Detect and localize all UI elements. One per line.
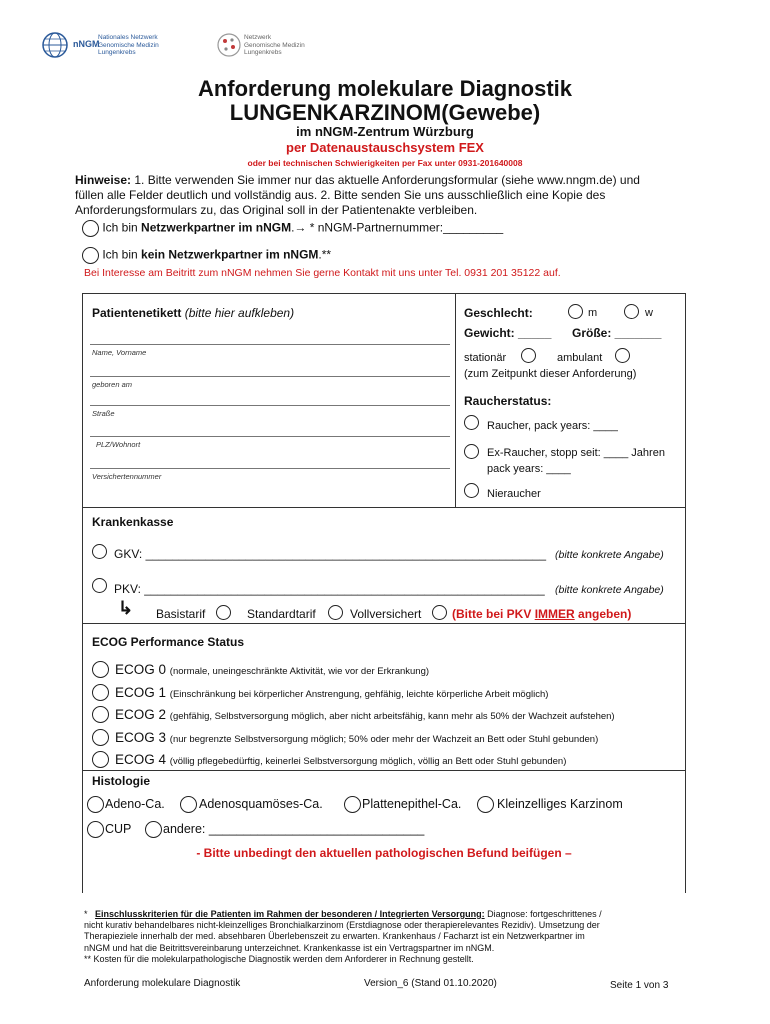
smoker-title: Raucherstatus: [464, 394, 552, 408]
field-line[interactable] [90, 436, 450, 437]
partner-yes-option[interactable]: Ich bin Netzwerkpartner im nNGM.→ * nNGM-Partnernummer:_________ [82, 220, 503, 237]
field-birth-label: geboren am [92, 380, 133, 389]
ecog-4-radio[interactable] [92, 751, 109, 768]
footnote: * Einschlusskriterien für die Patienten im Rahmen der besonderen / Integrierten Versorgung: Diagnose: fortgeschrittenes / nicht kurativ behandelbares nicht-kleinzelliges Bronchialkarzinom (Erstdiagnose oder therapierelevantes Rezidiv). Umsetzung der Therapieziele innerhalb der med. absehbaren Überlebenszeit zu erwarten. Krankenhaus / Facharzt ist ein Netzwerkpartner im nNGM und hat die Beitrittsvereinbarung unterzeichnet. Krankenkasse ist ein Vertragspartner im nNGM. ** Kosten für die molekularpathologische Diagnostik werden dem Anforderer in Rechnung gestellt. [84, 909, 602, 964]
adenosquamous-radio[interactable] [180, 796, 197, 813]
height-field[interactable]: Größe: _______ [572, 326, 662, 340]
hints: Hinweise: 1. Bitte verwenden Sie immer nur das aktuelle Anforderungsformular (siehe www.nngm.de) und füllen alle Felder deutlich und vollständig aus. 2. Bitte senden Sie uns ausschließlich eine Kopie des Anforderungsformulars zu, das Original soll in der Patientenakte verbleiben. [75, 173, 640, 217]
partner-interest: Bei Interesse am Beitritt zum nNGM nehmen Sie gerne Kontakt mit uns unter Tel. 0931 201 35122 auf. [84, 267, 561, 279]
ecog-4-option: ECOG 4 (völlig pflegebedürftig, keinerlei Selbstversorgung möglich, völlig an Bett oder Stuhl gebunden) [115, 752, 567, 767]
divider [82, 770, 686, 771]
sex-w-label: w [645, 307, 653, 319]
stationary-label: stationär [464, 352, 507, 364]
other-field[interactable]: andere: _______________________________ [163, 822, 425, 836]
small-cell-label: Kleinzelliges Karzinom [497, 797, 623, 811]
field-line[interactable] [90, 468, 450, 469]
logo-line: Lungenkrebs [244, 49, 282, 56]
logo-line: Genomische Medizin [98, 41, 159, 49]
divider [82, 623, 686, 624]
field-insurance-no-label: Versichertennummer [92, 472, 162, 481]
squamous-label: Plattenepithel-Ca. [362, 797, 462, 811]
smoker-label: Raucher, pack years: ____ [487, 420, 618, 432]
field-line[interactable] [90, 376, 450, 377]
ecog-1-radio[interactable] [92, 684, 109, 701]
cup-label: CUP [105, 822, 132, 836]
smoker-radio[interactable] [464, 415, 479, 430]
full-label: Vollversichert [350, 607, 422, 621]
partner-no-radio[interactable] [82, 247, 99, 264]
non-smoker-radio[interactable] [464, 483, 479, 498]
arrow-icon: ↳ [118, 598, 134, 618]
logo-abbr: nNGM [73, 39, 100, 49]
non-smoker-label: Nieraucher [487, 488, 541, 500]
dna-icon [216, 32, 242, 58]
ex-smoker-label: Ex-Raucher, stopp seit: ____ Jahren [487, 447, 665, 459]
logo-line: Genomische Medizin [244, 41, 305, 49]
fax-note: oder bei technischen Schwierigkeiten per Fax unter 0931-201640008 [247, 158, 523, 168]
pkv-hint: (bitte konkrete Angabe) [555, 584, 664, 596]
footer-version: Version_6 (Stand 01.10.2020) [364, 978, 497, 989]
field-line[interactable] [90, 405, 450, 406]
time-note: (zum Zeitpunkt dieser Anforderung) [464, 368, 637, 380]
stationary-radio[interactable] [521, 348, 536, 363]
weight-field[interactable]: Gewicht: _____ [464, 326, 552, 340]
footer-left: Anforderung molekulare Diagnostik [84, 978, 241, 989]
logo-line: Netzwerk [244, 34, 272, 41]
pkv-radio[interactable] [92, 578, 107, 593]
ex-smoker-radio[interactable] [464, 444, 479, 459]
other-radio[interactable] [145, 821, 162, 838]
sex-label: Geschlecht: [464, 306, 533, 320]
sex-w-radio[interactable] [624, 304, 639, 319]
ecog-1-option: ECOG 1 (Einschränkung bei körperlicher Anstrengung, gehfähig, leichte körperliche Arbeit möglich) [115, 685, 549, 700]
ecog-title: ECOG Performance Status [92, 635, 245, 649]
adeno-radio[interactable] [87, 796, 104, 813]
field-city-label: PLZ/Wohnort [96, 440, 141, 449]
sex-m-radio[interactable] [568, 304, 583, 319]
divider [82, 507, 686, 508]
cup-radio[interactable] [87, 821, 104, 838]
gkv-hint: (bitte konkrete Angabe) [555, 549, 664, 561]
ambulant-radio[interactable] [615, 348, 630, 363]
ex-pack-years-label: pack years: ____ [487, 463, 571, 475]
full-radio[interactable] [432, 605, 447, 620]
standard-radio[interactable] [328, 605, 343, 620]
page-number: Seite 1 von 3 [610, 980, 669, 991]
ecog-0-option: ECOG 0 (normale, uneingeschränkte Aktivität, wie vor der Erkrankung) [115, 662, 430, 677]
ecog-3-option: ECOG 3 (nur begrenzte Selbstversorgung möglich; 50% oder mehr der Wachzeit an Bett oder Stuhl gebunden) [115, 730, 599, 745]
ecog-3-radio[interactable] [92, 729, 109, 746]
field-name-label: Name, Vorname [92, 348, 147, 357]
network-logo [216, 32, 336, 62]
basis-radio[interactable] [216, 605, 231, 620]
gkv-field[interactable]: GKV: ____________________________________________________________ [114, 547, 546, 561]
field-street-label: Straße [92, 409, 115, 418]
gkv-radio[interactable] [92, 544, 107, 559]
pkv-field[interactable]: PKV: ____________________________________________________________ [114, 582, 545, 596]
ecog-0-radio[interactable] [92, 661, 109, 678]
globe-icon [40, 30, 70, 60]
logo-line: Lungenkrebs [98, 49, 136, 56]
sex-m-label: m [588, 307, 598, 319]
divider [455, 293, 456, 508]
pkv-note: (Bitte bei PKV IMMER angeben) [452, 607, 632, 621]
ecog-2-radio[interactable] [92, 706, 109, 723]
field-line[interactable] [90, 344, 450, 345]
form-title: Anforderung molekulare Diagnostik [197, 76, 573, 101]
standard-label: Standardtarif [247, 607, 316, 621]
histology-title: Histologie [92, 774, 151, 788]
fex-note: per Datenaustauschsystem FEX [286, 140, 484, 155]
patient-label-title: Patientenetikett (bitte hier aufkleben) [92, 306, 295, 320]
pathology-note: - Bitte unbedingt den aktuellen pathologischen Befund beifügen – [196, 846, 572, 860]
adeno-label: Adeno-Ca. [105, 797, 165, 811]
nngm-logo [40, 30, 170, 62]
hints-label: Hinweise: [75, 173, 132, 187]
basis-label: Basistarif [156, 607, 206, 621]
center-name: im nNGM-Zentrum Würzburg [296, 124, 474, 139]
form-title-sub: LUNGENKARZINOM(Gewebe) [229, 100, 541, 125]
partner-no-option[interactable]: Ich bin kein Netzwerkpartner im nNGM.** [82, 247, 331, 264]
ecog-2-option: ECOG 2 (gehfähig, Selbstversorgung möglich, aber nicht arbeitsfähig, kann mehr als 50% der Wachzeit aufstehen) [115, 707, 615, 722]
partner-yes-radio[interactable] [82, 220, 99, 237]
adenosquamous-label: Adenosquamöses-Ca. [199, 797, 323, 811]
small-cell-radio[interactable] [477, 796, 494, 813]
squamous-radio[interactable] [344, 796, 361, 813]
ambulant-label: ambulant [557, 352, 603, 364]
insurance-title: Krankenkasse [92, 515, 174, 529]
logo-line: Nationales Netzwerk [98, 34, 158, 41]
